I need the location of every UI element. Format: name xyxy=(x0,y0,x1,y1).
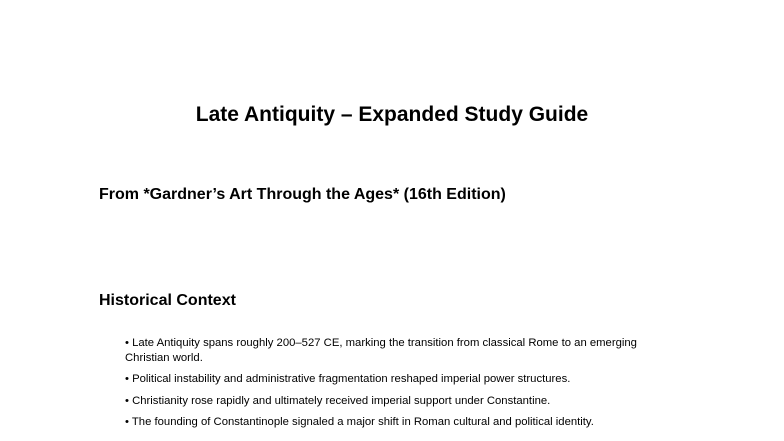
bullet-list xyxy=(125,336,665,437)
document-title: Late Antiquity – Expanded Study Guide xyxy=(195,103,589,126)
list-item: • Political instability and administrative fragmentation reshaped imperial power structures. xyxy=(125,373,571,385)
list-item: • The founding of Constantinople signaled a major shift in Roman cultural and political identity. xyxy=(125,416,594,428)
section-heading-historical-context: Historical Context xyxy=(99,292,236,309)
list-item: • Late Antiquity spans roughly 200–527 CE, marking the transition from classical Rome to an emerging Christian world. xyxy=(125,337,637,364)
document-subtitle: From *Gardner’s Art Through the Ages* (16th Edition) xyxy=(99,186,506,203)
list-item: • Christianity rose rapidly and ultimately received imperial support under Constantine. xyxy=(125,394,551,407)
